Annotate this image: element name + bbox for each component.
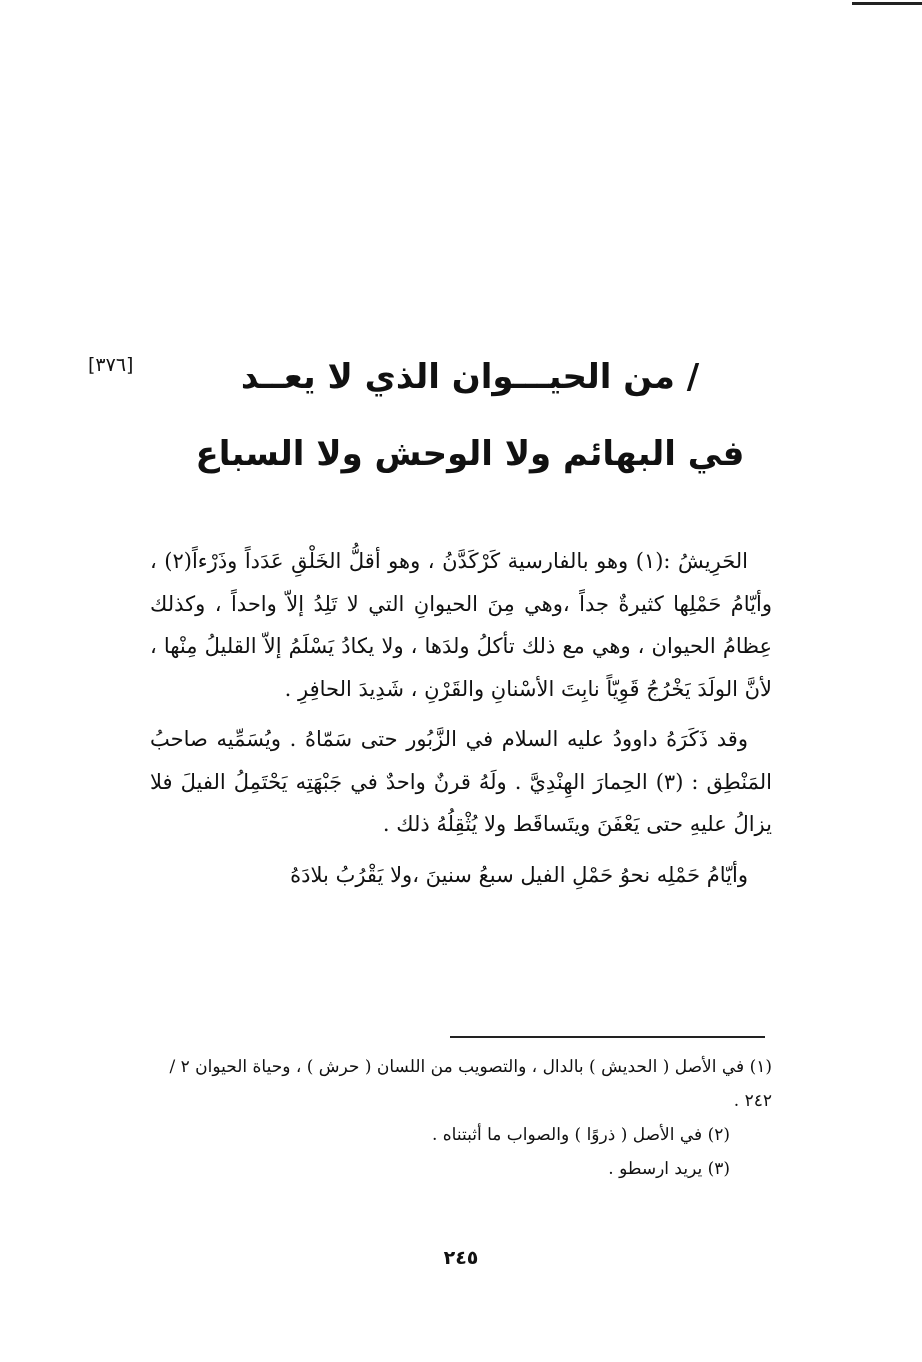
corner-scan-mark bbox=[852, 2, 922, 5]
section-heading-line-2: في البهائم ولا الوحش ولا السباع bbox=[195, 434, 745, 474]
margin-reference: [٣٧٦] bbox=[88, 354, 134, 376]
body-text bbox=[150, 540, 772, 896]
footnote-1: (١) في الأصل ( الحديش ) بالدال ، والتصويب من اللسان ( حرش ) ، وحياة الحيوان ٢ / ٢٤٢ . bbox=[169, 1057, 772, 1111]
footnote-divider bbox=[450, 1036, 765, 1038]
page-number: ٢٤٥ bbox=[443, 1247, 479, 1269]
paragraph-1: الحَرِيشُ :(١) وهو بالفارسية كَرْكَدَّنُ ، وهو أقلُّ الخَلْقِ عَدَداً وذَرْءاً(٢) ، وأيّامُ حَمْلِها كثيرةٌ جداً ،وهي مِنَ الحيوانِ التي لا تَلِدُ إلاّ واحداً ، وكذلك عِظامُ الحيوان ، وهي مع ذلك تأكلُ ولدَها ، ولا يكادُ يَسْلَمُ إلاّ القليلُ مِنْها ، لأنَّ الولَدَ يَخْرُجُ قَوِيّاً نابِتَ الأسْنانِ والقَرْنِ ، شَدِيدَ الحافِرِ . bbox=[150, 549, 772, 701]
section-heading-line-1: / من الحيـــوان الذي لا يعــد bbox=[240, 357, 700, 397]
paragraph-2: وقد ذَكَرَهُ داوودُ عليه السلام في الزَّبُور حتى سَمّاهُ . ويُسَمِّيه صاحبُ المَنْطِق : (٣) الحِمارَ الهِنْدِيَّ . ولَهُ قرنٌ واحدٌ في جَبْهَتِه يَحْتَمِلُ الفيلَ فلا يزالُ عليهِ حتى يَعْفَنَ ويتَساقَط ولا يُثْقِلُهُ ذلك . bbox=[150, 727, 772, 836]
footnote-3: (٣) يريد ارسطو . bbox=[608, 1159, 730, 1179]
footnotes bbox=[150, 1050, 772, 1186]
paragraph-3: وأيّامُ حَمْلِه نحوُ حَمْلِ الفيل سبعُ سنينَ ،ولا يَقْرُبُ بلادَهُ bbox=[290, 862, 748, 887]
footnote-2: (٢) في الأصل ( ذروًا ) والصواب ما أثبتناه . bbox=[431, 1125, 730, 1145]
